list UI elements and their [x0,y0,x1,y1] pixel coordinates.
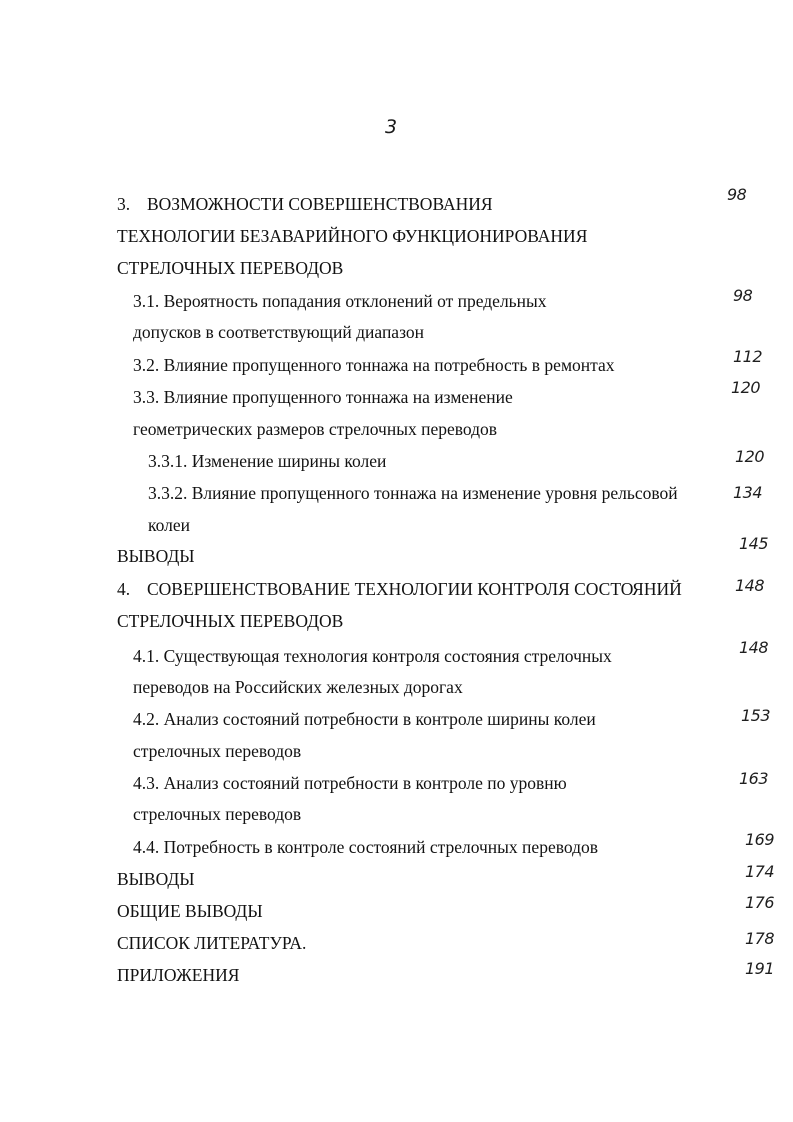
chapter-title: ВОЗМОЖНОСТИ СОВЕРШЕНСТВОВАНИЯ [147,194,493,214]
toc-chapter-3-line-1 [117,193,493,215]
toc-section-3-2-line-1: 3.2. Влияние пропущенного тоннажа на потребность в ремонтах [133,355,615,375]
toc-section-4-4-line-1: 4.4. Потребность в контроле состояний стрелочных переводов [133,837,599,857]
page-ref-chapter-4: 148 [735,576,765,595]
page-ref-subsection-3-3-1: 120 [735,447,765,466]
page-ref-chapter-3: 98 [727,185,747,204]
page-ref-conclusions-chapter-4: 174 [745,862,775,881]
chapter-title: СОВЕРШЕНСТВОВАНИЕ ТЕХНОЛОГИИ КОНТРОЛЯ СОСТОЯНИЙ [147,579,682,599]
toc-section-4-3-line-2: стрелочных переводов [133,804,302,824]
toc-section-4-2-line-2: стрелочных переводов [133,741,302,761]
toc-section-3-3-line-1: 3.3. Влияние пропущенного тоннажа на изменение [133,387,513,407]
toc-references: СПИСОК ЛИТЕРАТУРА. [117,933,307,953]
page-ref-general-conclusions: 176 [745,893,775,912]
page-ref-conclusions-chapter-3: 145 [739,534,769,553]
page-ref-section-3-3: 120 [731,378,761,397]
page-ref-section-3-1: 98 [733,286,753,305]
toc-section-4-1-line-1: 4.1. Существующая технология контроля состояния стрелочных [133,646,612,666]
toc-chapter-4-line-1 [117,578,682,600]
page-ref-appendices: 191 [745,959,775,978]
chapter-number: 4. [117,579,131,599]
toc-subsection-3-3-2-line-2: колеи [148,515,190,535]
toc-section-4-2-line-1: 4.2. Анализ состояний потребности в контроле ширины колеи [133,709,596,729]
page-ref-section-4-2: 153 [741,706,771,725]
page-number: 3 [385,116,398,138]
toc-section-3-1-line-1: 3.1. Вероятность попадания отклонений от предельных [133,291,547,311]
toc-chapter-4-line-2: СТРЕЛОЧНЫХ ПЕРЕВОДОВ [117,611,344,631]
toc-general-conclusions: ОБЩИЕ ВЫВОДЫ [117,901,263,921]
toc-conclusions-chapter-3: ВЫВОДЫ [117,546,195,566]
toc-chapter-3-line-3: СТРЕЛОЧНЫХ ПЕРЕВОДОВ [117,258,344,278]
toc-section-4-3-line-1: 4.3. Анализ состояний потребности в контроле по уровню [133,773,567,793]
toc-section-3-3-line-2: геометрических размеров стрелочных переводов [133,419,498,439]
chapter-number: 3. [117,194,131,214]
page-ref-section-3-2: 112 [733,347,763,366]
toc-conclusions-chapter-4: ВЫВОДЫ [117,869,195,889]
page-ref-references: 178 [745,929,775,948]
toc-appendices: ПРИЛОЖЕНИЯ [117,965,240,985]
toc-subsection-3-3-2-line-1: 3.3.2. Влияние пропущенного тоннажа на изменение уровня рельсовой [148,483,678,503]
page-ref-subsection-3-3-2: 134 [733,483,763,502]
page-ref-section-4-3: 163 [739,769,769,788]
toc-section-4-1-line-2: переводов на Российских железных дорогах [133,677,463,697]
page-ref-section-4-4: 169 [745,830,775,849]
page-ref-section-4-1: 148 [739,638,769,657]
toc-subsection-3-3-1-line-1: 3.3.1. Изменение ширины колеи [148,451,387,471]
toc-section-3-1-line-2: допусков в соответствующий диапазон [133,322,424,342]
toc-chapter-3-line-2: ТЕХНОЛОГИИ БЕЗАВАРИЙНОГО ФУНКЦИОНИРОВАНИЯ [117,226,588,246]
